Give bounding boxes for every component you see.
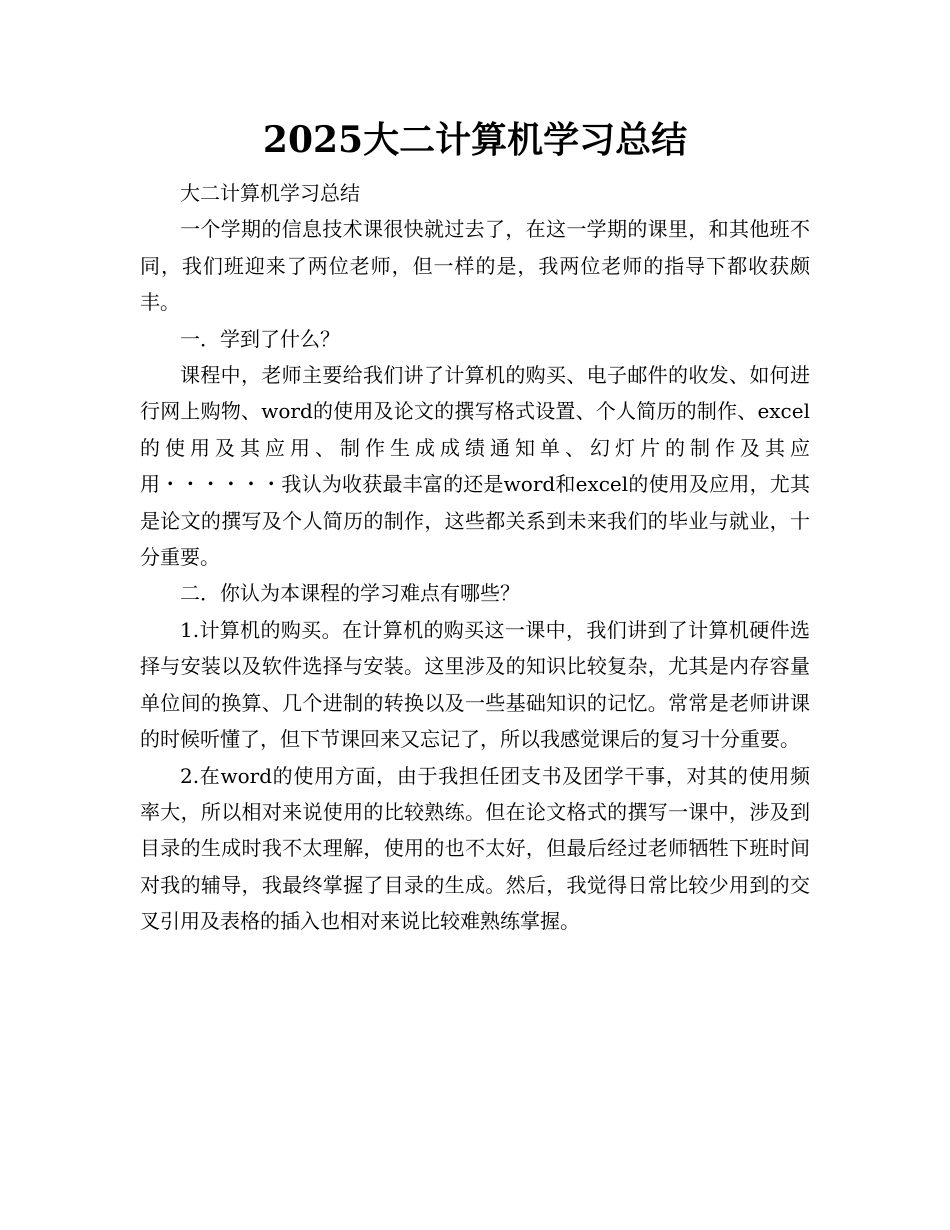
section-heading-1: 一．学到了什么？ (180, 326, 340, 351)
subtitle-paragraph: 大二计算机学习总结 (180, 181, 360, 205)
intro-paragraph: 一个学期的信息技术课很快就过去了，在这一学期的课里，和其他班不同，我们班迎来了两位老师，但一样的是，我两位老师的指导下都收获颇丰。 (140, 217, 810, 315)
document-body (140, 175, 810, 940)
document-title: 2025大二计算机学习总结 (262, 119, 688, 161)
section-1-paragraph: 课程中，老师主要给我们讲了计算机的购买、电子邮件的收发、如何进行网上购物、word的使用及论文的撰写格式设置、个人简历的制作、excel的使用及其应用、制作生成成绩通知单、幻灯片的制作及其应用・・・・・・我认为收获最丰富的还是word和excel的使用及应用，尤其是论文的撰写及个人简历的制作，这些都关系到未来我们的毕业与就业，十分重要。 (140, 363, 810, 570)
difficulty-item-2: 2.在word的使用方面，由于我担任团支书及团学干事，对其的使用频率大，所以相对来说使用的比较熟练。但在论文格式的撰写一课中，涉及到目录的生成时我不太理解，使用的也不太好，但最后经过老师牺牲下班时间对我的辅导，我最终掌握了目录的生成。然后，我觉得日常比较少用到的交叉引用及表格的插入也相对来说比较难熟练掌握。 (140, 763, 810, 934)
difficulty-item-1: 1.计算机的购买。在计算机的购买这一课中，我们讲到了计算机硬件选择与安装以及软件选择与安装。这里涉及的知识比较复杂，尤其是内存容量单位间的换算、几个进制的转换以及一些基础知识的记忆。常常是老师讲课的时候听懂了，但下节课回来又忘记了，所以我感觉课后的复习十分重要。 (140, 617, 810, 752)
section-heading-2: 二．你认为本课程的学习难点有哪些？ (180, 581, 520, 606)
